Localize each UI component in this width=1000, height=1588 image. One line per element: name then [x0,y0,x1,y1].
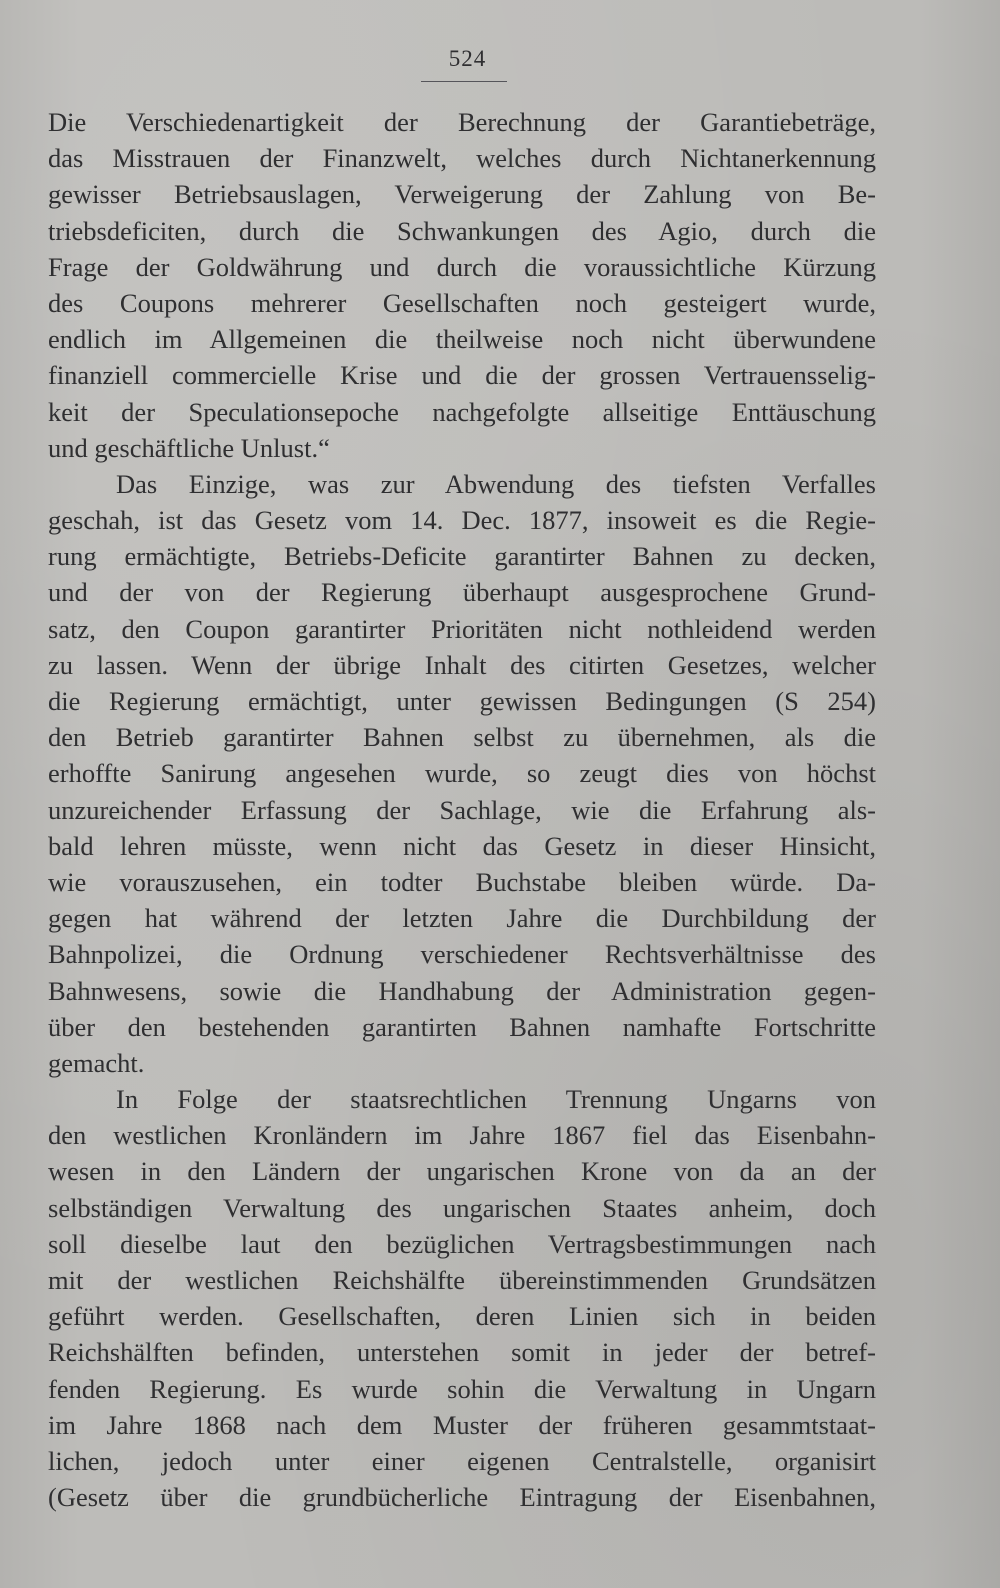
text-line: Frage der Goldwährung und durch die voraussichtliche Kürzung [48,251,876,282]
text-line: und geschäftliche Unlust.“ [48,432,330,463]
text-line: keit der Speculationsepoche nachgefolgte allseitige Enttäuschung [48,396,876,427]
text-line: mit der westlichen Reichshälfte übereinstimmenden Grundsätzen [48,1265,876,1295]
text-line: Das Einzige, was zur Abwendung des tiefsten Verfalles [116,468,876,499]
text-line: des Coupons mehrerer Gesellschaften noch gesteigert wurde, [48,287,876,318]
text-line: Reichshälften befinden, unterstehen somit in jeder der betref- [48,1337,876,1368]
text-line: lichen, jedoch unter einer eigenen Centralstelle, organisirt [48,1445,876,1476]
page-number: 524 [448,46,487,71]
text-line: bald lehren müsste, wenn nicht das Gesetz in dieser Hinsicht, [48,830,876,861]
text-line: das Misstrauen der Finanzwelt, welches durch Nichtanerkennung [48,143,876,174]
text-line: In Folge der staatsrechtlichen Trennung Ungarns von [116,1084,876,1115]
text-line: (Gesetz über die grundbücherliche Eintragung der Eisenbahnen, [48,1482,876,1513]
text-line: wesen in den Ländern der ungarischen Krone von da an der [48,1156,876,1187]
paragraph-1 [48,104,876,466]
text-line: fenden Regierung. Es wurde sohin die Verwaltung in Ungarn [48,1373,876,1404]
text-line: geschah, ist das Gesetz vom 14. Dec. 1877, insoweit es die Regie- [48,505,876,536]
text-line: über den bestehenden garantirten Bahnen namhafte Fortschritte [48,1011,876,1042]
text-line: endlich im Allgemeinen die theilweise noch nicht überwundene [48,324,876,355]
text-line: erhoffte Sanirung angesehen wurde, so zeugt dies von höchst [48,758,876,789]
text-line: Bahnpolizei, die Ordnung verschiedener Rechtsverhältnisse des [48,939,876,970]
text-line: Die Verschiedenartigkeit der Berechnung der Garantiebeträge, [48,107,876,137]
text-line: satz, den Coupon garantirter Prioritäten nicht nothleidend werden [48,613,876,644]
text-line: zu lassen. Wenn der übrige Inhalt des citirten Gesetzes, welcher [48,649,876,680]
text-line: gegen hat während der letzten Jahre die Durchbildung der [48,903,876,934]
text-line: den Betrieb garantirter Bahnen selbst zu übernehmen, als die [48,722,876,753]
text-line: finanziell commercielle Krise und die der grossen Vertrauensselig- [48,360,876,391]
text-line: wie vorauszusehen, ein todter Buchstabe bleiben würde. Da- [48,866,876,897]
paragraph-2 [48,466,876,1081]
paragraph-3 [48,1081,876,1515]
text-line: geführt werden. Gesellschaften, deren Linien sich in beiden [48,1301,876,1332]
text-line: triebsdeficiten, durch die Schwankungen des Agio, durch die [48,215,876,246]
text-line: rung ermächtigte, Betriebs-Deficite garantirter Bahnen zu decken, [48,541,876,572]
text-line: im Jahre 1868 nach dem Muster der früheren gesammtstaat- [48,1409,876,1440]
text-line: soll dieselbe laut den bezüglichen Vertragsbestimmungen nach [48,1228,876,1259]
header-rule [421,81,507,82]
text-line: und der von der Regierung überhaupt ausgesprochene Grund- [48,577,876,608]
body-text [48,104,876,1515]
text-line: gewisser Betriebsauslagen, Verweigerung der Zahlung von Be- [48,179,876,210]
text-line: Bahnwesens, sowie die Handhabung der Administration gegen- [48,975,876,1006]
text-line: gemacht. [48,1047,145,1078]
text-line: die Regierung ermächtigt, unter gewissen Bedingungen (S 254) [48,686,876,716]
text-line: unzureichender Erfassung der Sachlage, wie die Erfahrung als- [48,794,876,825]
text-line: den westlichen Kronländern im Jahre 1867 fiel das Eisenbahn- [48,1120,876,1151]
text-line: selbständigen Verwaltung des ungarischen Staates anheim, doch [48,1192,876,1223]
